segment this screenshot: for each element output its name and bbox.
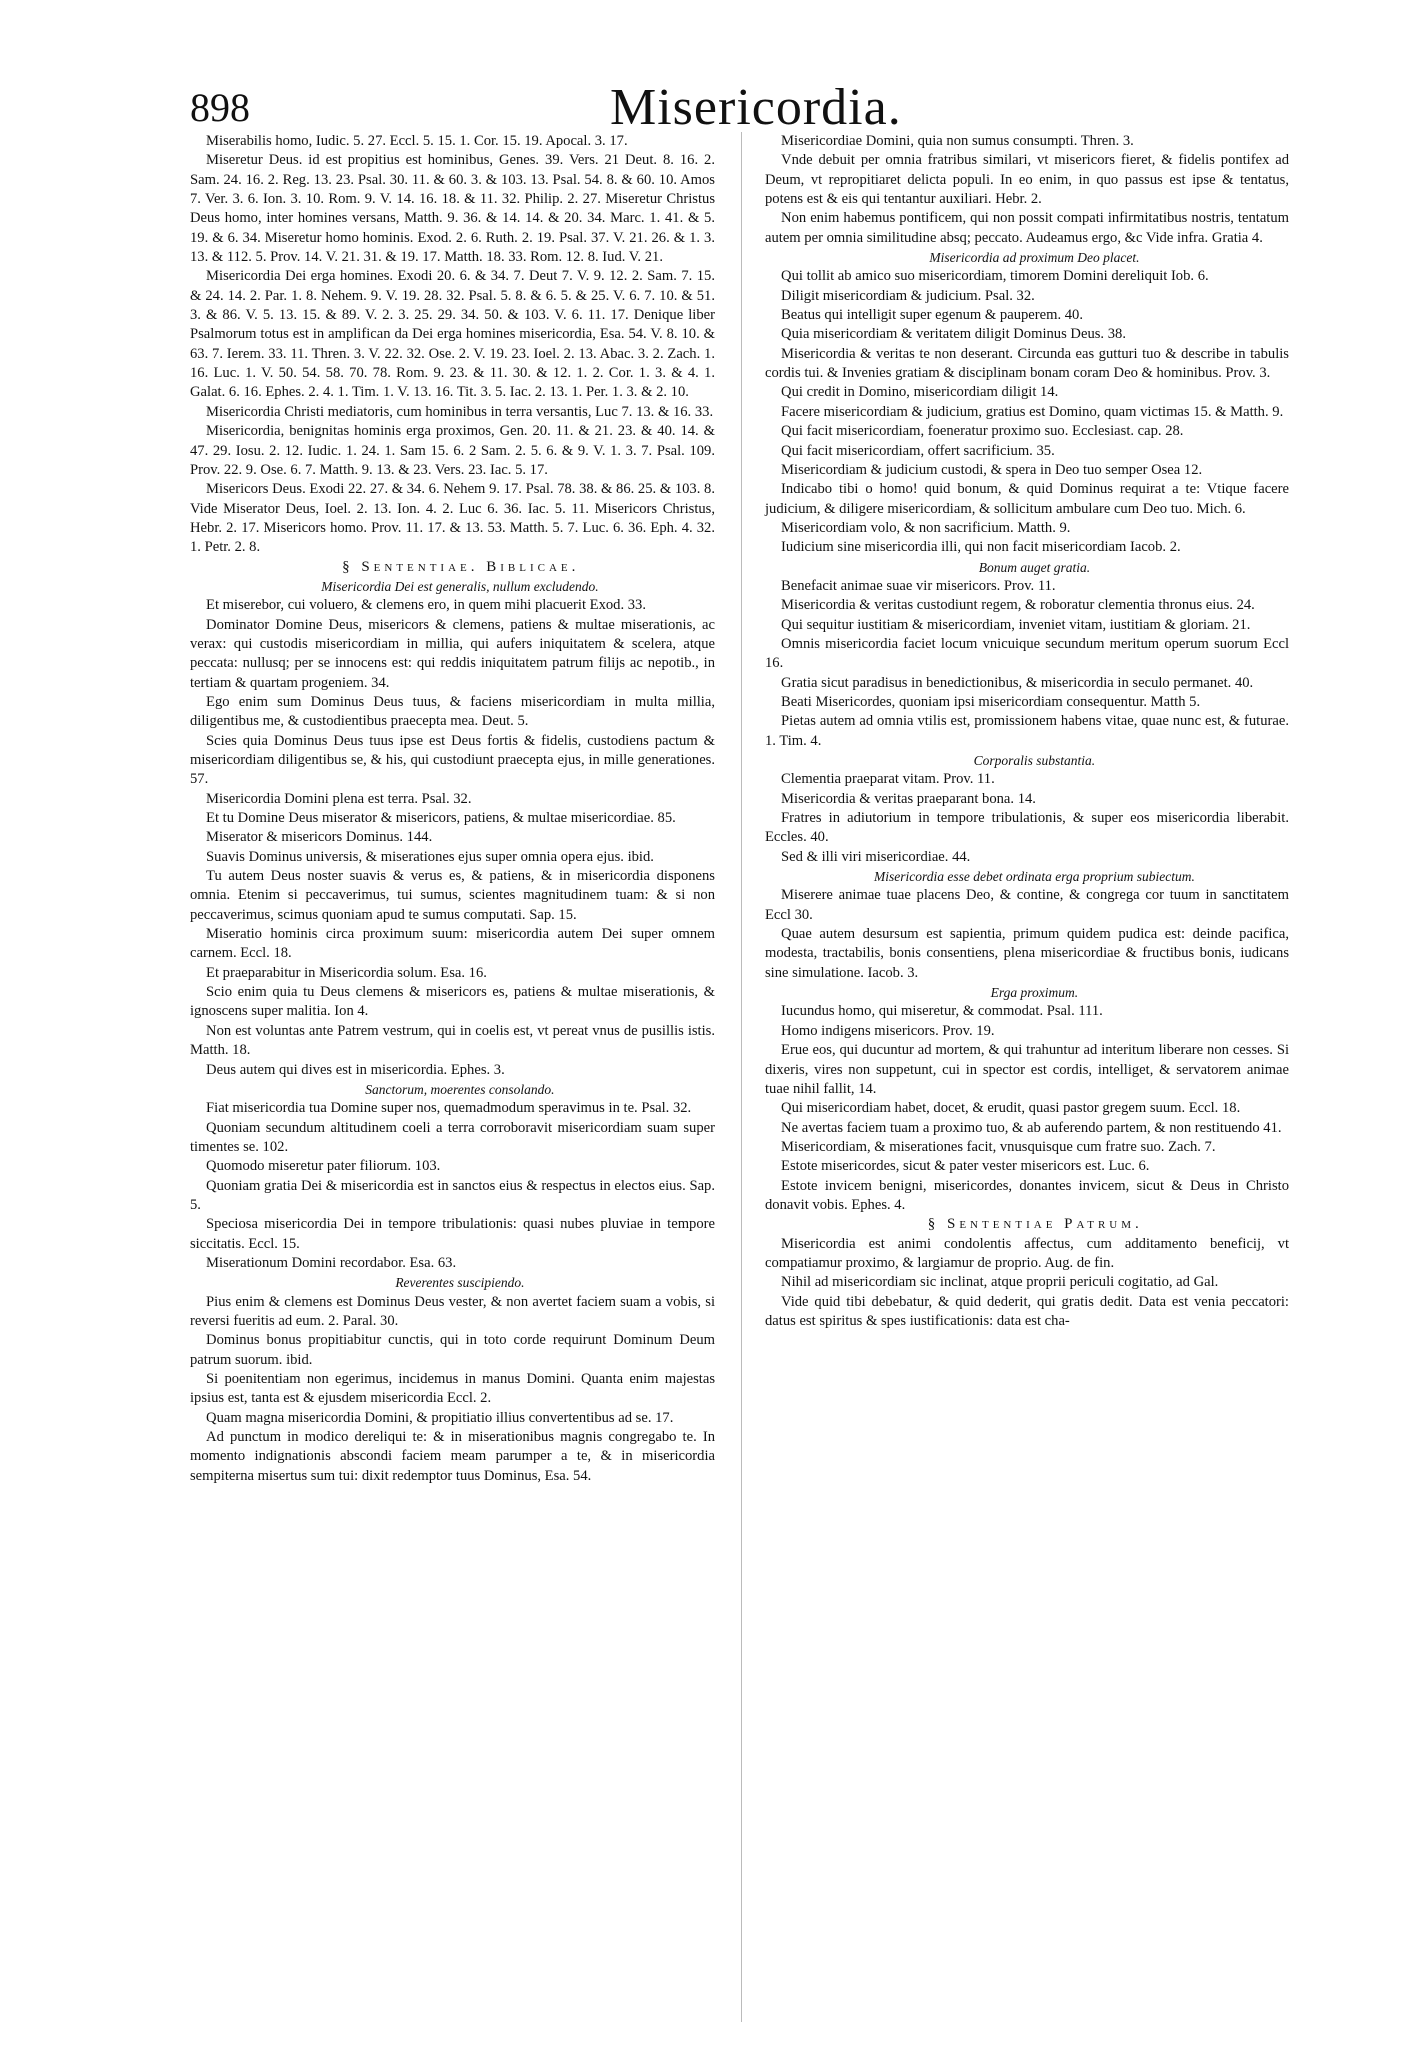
paragraph: Miserabilis homo, Iudic. 5. 27. Eccl. 5. 15. 1. Cor. 15. 19. Apocal. 3. 17.	[206, 133, 628, 149]
paragraph: Homo indigens misericors. Prov. 19.	[781, 1022, 995, 1039]
paragraph: Non enim habemus pontificem, qui non possit compati infirmitatibus nostris, tentatum autem per omnia similitudine absq; peccato. Audeamus ergo, &c Vide infra. Gratia 4.	[765, 210, 1289, 246]
paragraph: Scio enim quia tu Deus clemens & misericors es, patiens & multae miserationis, & ignoscens super malitia. Ion 4.	[190, 984, 715, 1020]
right-column	[765, 132, 1289, 1331]
paragraph: Et praeparabitur in Misericordia solum. Esa. 16.	[206, 964, 487, 981]
paragraph: Facere misericordiam & judicium, gratius est Domino, quam victimas 15. & Matth. 9.	[781, 403, 1284, 420]
right-block-b	[765, 577, 1289, 751]
paragraph: Misericordia Christi mediatoris, cum hominibus in terra versantis, Luc 7. 13. & 16. 33.	[206, 403, 714, 420]
right-block-f	[765, 1235, 1289, 1332]
left-biblical-block-1	[190, 596, 715, 1080]
subheading-generalis: Misericordia Dei est generalis, nullum excludendo.	[321, 578, 599, 594]
subheading-ordinata: Misericordia esse debet ordinata erga proprium subiectum.	[874, 869, 1195, 885]
paragraph: Dominus bonus propitiabitur cunctis, qui in toto corde requirunt Dominum Deum patrum suorum. ibid.	[190, 1332, 715, 1368]
subheading-erga: Erga proximum.	[990, 985, 1079, 1001]
paragraph: Misericordiae Domini, quia non sumus consumpti. Thren. 3.	[781, 133, 1134, 149]
paragraph: Misericordiam volo, & non sacrificium. Matth. 9.	[781, 519, 1071, 536]
paragraph: Misericordia & veritas custodiunt regem, & roboratur clementia thronus eius. 24.	[781, 597, 1255, 614]
paragraph: Pietas autem ad omnia vtilis est, promissionem habens vitae, quae nunc est, & futurae. 1. Tim. 4.	[765, 713, 1289, 749]
section-heading-patrum: § Sententiae Patrum.	[927, 1216, 1143, 1233]
paragraph: Miserator & misericors Dominus. 144.	[206, 829, 433, 846]
paragraph: Quoniam gratia Dei & misericordia est in sanctos eius & respectus in electos eius. Sap. 5.	[190, 1177, 715, 1213]
subheading-corporalis: Corporalis substantia.	[973, 753, 1096, 768]
paragraph: Quae autem desursum est sapientia, primum quidem pudica est: deinde pacifica, modesta, tractabilis, bonis consentiens, plena misericordiae & fructibus bonis, iudicans sine simulatione. Iacob. 3.	[765, 926, 1289, 981]
paragraph: Miserationum Domini recordabor. Esa. 63.	[206, 1254, 457, 1271]
paragraph: Estote invicem benigni, misericordes, donantes invicem, sicut & Deus in Christo donavit vobis. Ephes. 4.	[765, 1177, 1289, 1213]
paragraph: Quam magna misericordia Domini, & propitiatio illius convertentibus ad se. 17.	[206, 1409, 674, 1426]
paragraph: Qui facit misericordiam, offert sacrificium. 35.	[781, 442, 1055, 459]
right-block-e	[765, 1002, 1289, 1215]
left-column	[190, 132, 715, 1486]
paragraph: Iudicium sine misericordia illi, qui non facit misericordiam Iacob. 2.	[781, 539, 1181, 556]
paragraph: Nihil ad misericordiam sic inclinat, atque proprii periculi cogitatio, ad Gal.	[781, 1274, 1219, 1291]
paragraph: Qui misericordiam habet, docet, & erudit, quasi pastor gregem suum. Eccl. 18.	[781, 1100, 1241, 1117]
paragraph: Ad punctum in modico dereliqui te: & in miserationibus magnis congregabo te. In momento indignationis abscondi faciem meam parumper a te, & in misericordia sempiterna misertus sum tui: dixit redemptor tuus Dominus, Esa. 54.	[190, 1429, 715, 1484]
paragraph: Speciosa misericordia Dei in tempore tribulationis: quasi nubes pluviae in tempore siccitatis. Eccl. 15.	[190, 1216, 715, 1252]
paragraph: Miserere animae tuae placens Deo, & contine, & congrega cor tuum in sanctitatem Eccl 30.	[765, 887, 1289, 923]
paragraph: Miseretur Deus. id est propitius est hominibus, Genes. 39. Vers. 21 Deut. 8. 16. 2. Sam. 24. 16. 2. Reg. 13. 23. Psal. 30. 11. & 60. 3. & 103. 13. Psal. 54. 8. & 60. 10. Amos 7. Ver. 3. 6. Ion. 3. 10. Rom. 9. V. 14. 16. 18. & 11. 32. Philip. 2. 27. Miseretur Christus Deus homo, inter homines versans, Matth. 9. 36. & 14. 14. & 20. 34. Marc. 1. 41. & 5. 19. & 6. 34. Miseretur homo hominis. Exod. 2. 6. Ruth. 2. 19. Psal. 37. V. 21. 26. & 1. 3. 13. & 112. 5. Prov. 14. V. 21. 31. & 19. 17. Matth. 18. 33. Rom. 12. 8. Iud. V. 21.	[190, 152, 715, 266]
subheading-proximum: Misericordia ad proximum Deo placet.	[929, 250, 1140, 266]
paragraph: Misericordiam & judicium custodi, & spera in Deo tuo semper Osea 12.	[781, 461, 1203, 478]
paragraph: Diligit misericordiam & judicium. Psal. 32.	[781, 287, 1035, 304]
subheading-reverentes: Reverentes suscipiendo.	[395, 1275, 525, 1291]
paragraph: Scies quia Dominus Deus tuus ipse est Deus fortis & fidelis, custodiens pactum & misericordiam diligentibus se, & his, qui custodiunt praecepta ejus, in mille generationes. 57.	[190, 732, 715, 788]
paragraph: Dominator Domine Deus, misericors & clemens, patiens & multae miserationis, ac verax: qui custodis misericordiam in millia, qui aufers iniquitatem & scelera, atque peccata: nullusq; per se innocens est: qui reddis iniquitatem patrum filijs ac nepotib., in tertiam & quartam progeniem. 34.	[190, 616, 715, 691]
paragraph: Misericordia & veritas praeparant bona. 14.	[781, 790, 1036, 807]
left-biblical-block-2	[190, 1099, 715, 1273]
right-block-a	[765, 267, 1289, 557]
paragraph: Vide quid tibi debebatur, & quid dederit, qui gratis dedit. Data est venia peccatori: datus est spiritus & spes iustificationis: data est cha-	[765, 1293, 1289, 1329]
paragraph: Vnde debuit per omnia fratribus similari, vt misericors fieret, & fidelis pontifex ad Deum, vt repropitiaret delicta populi. In eo enim, in quo passus est ipse & tentatus, potens est & eis qui tentantur auxiliari. Hebr. 2.	[765, 152, 1289, 208]
right-block-d	[765, 886, 1289, 983]
page-title: Misericordia.	[610, 79, 902, 136]
paragraph: Qui sequitur iustitiam & misericordiam, inveniet vitam, iustitiam & gloriam. 21.	[781, 616, 1251, 633]
paragraph: Quomodo miseretur pater filiorum. 103.	[206, 1158, 441, 1175]
paragraph: Fratres in adiutorium in tempore tribulationis, & super eos misericordia liberabit. Eccles. 40.	[765, 810, 1289, 846]
paragraph: Misericordiam, & miserationes facit, vnusquisque cum fratre suo. Zach. 7.	[781, 1138, 1216, 1155]
paragraph: Si poenitentiam non egerimus, incidemus in manus Domini. Quanta enim majestas ipsius est, tanta est & ejusdem misericordia Eccl. 2.	[190, 1371, 715, 1407]
section-heading-biblicae: § Sententiae. Biblicae.	[342, 558, 580, 575]
paragraph: Qui tollit ab amico suo misericordiam, timorem Domini dereliquit Iob. 6.	[781, 268, 1209, 285]
paragraph: Miseratio hominis circa proximum suum: misericordia autem Dei super omnem carnem. Eccl. 18.	[190, 926, 715, 962]
paragraph: Misericors Deus. Exodi 22. 27. & 34. 6. Nehem 9. 17. Psal. 78. 38. & 86. 25. & 103. 8. Vide Miserator Deus, Ioel. 2. 13. Ion. 4. 2. Luc 6. 36. Iac. 5. 11. Misericors Christus, Hebr. 2. 17. Misericors homo. Prov. 11. 17. & 13. 53. Matth. 5. 7. Luc. 6. 36. Eph. 4. 32. 1. Petr. 2. 8.	[190, 481, 715, 556]
paragraph: Et tu Domine Deus miserator & misericors, patiens, & multae misericordiae. 85.	[206, 810, 676, 827]
paragraph: Misericordia est animi condolentis affectus, cum additamento beneficij, vt compatiamur proximo, & largiamur de proprio. Aug. de fin.	[765, 1235, 1289, 1271]
column-divider	[741, 132, 742, 2022]
paragraph: Gratia sicut paradisus in benedictionibus, & misericordia in seculo permanet. 40.	[781, 674, 1254, 691]
right-block-c	[765, 770, 1289, 867]
left-biblical-block-3	[190, 1293, 715, 1486]
paragraph: Non est voluntas ante Patrem vestrum, qui in coelis est, vt pereat vnus de pusillis istis. Matth. 18.	[190, 1022, 715, 1059]
paragraph: Et miserebor, cui voluero, & clemens ero, in quem mihi placuerit Exod. 33.	[206, 597, 646, 614]
page-number: 898	[190, 85, 250, 130]
paragraph: Misericordia & veritas te non deserant. Circunda eas gutturi tuo & describe in tabulis cordis tui. & Invenies gratiam & disciplinam bonam coram Deo & hominibus. Prov. 3.	[765, 345, 1289, 382]
paragraph: Qui facit misericordiam, foeneratur proximo suo. Ecclesiast. cap. 28.	[781, 423, 1184, 440]
paragraph: Beati Misericordes, quoniam ipsi misericordiam consequentur. Matth 5.	[781, 693, 1201, 710]
paragraph: Indicabo tibi o homo! quid bonum, & quid Dominus requirat a te: Vtique facere judicium, & diligere misericordiam, & sollicitum ambulare cum Deo tuo. Mich. 6.	[765, 481, 1289, 517]
paragraph: Misericordia Domini plena est terra. Psal. 32.	[206, 790, 472, 807]
paragraph: Quoniam secundum altitudinem coeli a terra corroboravit misericordiam suam super timentes se. 102.	[190, 1119, 715, 1155]
paragraph: Estote misericordes, sicut & pater vester misericors est. Luc. 6.	[781, 1158, 1150, 1175]
paragraph: Deus autem qui dives est in misericordia. Ephes. 3.	[206, 1061, 505, 1078]
paragraph: Pius enim & clemens est Dominus Deus vester, & non avertet faciem suam a vobis, si reversi fueritis ad eum. 2. Paral. 30.	[190, 1293, 715, 1329]
paragraph: Misericordia, benignitas hominis erga proximos, Gen. 20. 11. & 21. 23. & 40. 14. & 47. 29. Iosu. 2. 12. Iudic. 1. 24. 1. Sam 15. 6. 2 Sam. 2. 5. 6. & 9. V. 1. 3. 7. Psal. 109. Prov. 22. 9. Ose. 6. 7. Matth. 9. 13. & 23. Vers. 23. Iac. 5. 17.	[190, 423, 715, 478]
paragraph: Sed & illi viri misericordiae. 44.	[781, 848, 971, 865]
paragraph: Ne avertas faciem tuam a proximo tuo, & ab auferendo partem, & non restituendo 41.	[781, 1119, 1282, 1136]
paragraph: Suavis Dominus universis, & miserationes ejus super omnia opera ejus. ibid.	[206, 848, 654, 865]
subheading-bonum: Bonum auget gratia.	[978, 559, 1091, 575]
paragraph: Erue eos, qui ducuntur ad mortem, & qui trahuntur ad interitum liberare non cesses. Si dixeris, vires non suppetunt, cui in spector est cordis, intelliget, & servatorem animae tuae nihil fallit, 14.	[765, 1042, 1289, 1097]
paragraph: Ego enim sum Dominus Deus tuus, & faciens misericordiam in multa millia, diligentibus me, & custodientibus praecepta mea. Deut. 5.	[190, 693, 715, 730]
left-references	[190, 132, 715, 558]
subheading-sanctorum: Sanctorum, moerentes consolando.	[365, 1081, 555, 1097]
paragraph: Misericordia Dei erga homines. Exodi 20. 6. & 34. 7. Deut 7. V. 9. 12. 2. Sam. 7. 15. & 24. 14. 2. Par. 1. 8. Nehem. 9. V. 19. 28. 32. Psal. 5. 8. & 6. 5. & 25. V. 6. 7. 10. & 51. 3. & 86. V. 5. 13. 15. & 89. V. 2. 3. 25. 29. 34. 50. & 103. V. 6. 11. 17. Denique liber Psalmorum totus est in amplifican da Dei erga homines misericordia, Esa. 54. V. 8. 10. & 63. 7. Ierem. 33. 11. Thren. 3. V. 22. 32. Ose. 2. V. 19. 23. Ioel. 2. 13. Abac. 3. 2. Zach. 1. 16. Luc. 1. V. 50. 54. 58. 70. 78. Rom. 9. 23. & 11. 30. & 12. 1. 2. Cor. 1. 3. & 4. 1. Galat. 6. 16. Ephes. 2. 4. 1. Tim. 1. V. 13. 16. Tit. 3. 5. Iac. 2. 13. 1. Per. 1. 3. & 2. 10.	[190, 268, 715, 401]
paragraph: Fiat misericordia tua Domine super nos, quemadmodum speravimus in te. Psal. 32.	[206, 1100, 692, 1117]
paragraph: Tu autem Deus noster suavis & verus es, & patiens, & in misericordia disponens omnia. Etenim si peccaverimus, tui sumus, scientes magnitudinem tuam: & si non peccaverimus, scimus quoniam apud te sumus computati. Sap. 15.	[190, 868, 715, 923]
right-block-top	[765, 132, 1289, 248]
paragraph: Omnis misericordia faciet locum vnicuique secundum meritum operum suorum Eccl 16.	[765, 635, 1289, 672]
paragraph: Beatus qui intelligit super egenum & pauperem. 40.	[781, 307, 1083, 324]
paragraph: Iucundus homo, qui miseretur, & commodat. Psal. 111.	[781, 1003, 1103, 1020]
paragraph: Quia misericordiam & veritatem diligit Dominus Deus. 38.	[781, 326, 1126, 343]
paragraph: Qui credit in Domino, misericordiam diligit 14.	[781, 384, 1059, 401]
paragraph: Benefacit animae suae vir misericors. Prov. 11.	[781, 577, 1056, 594]
paragraph: Clementia praeparat vitam. Prov. 11.	[781, 771, 995, 788]
